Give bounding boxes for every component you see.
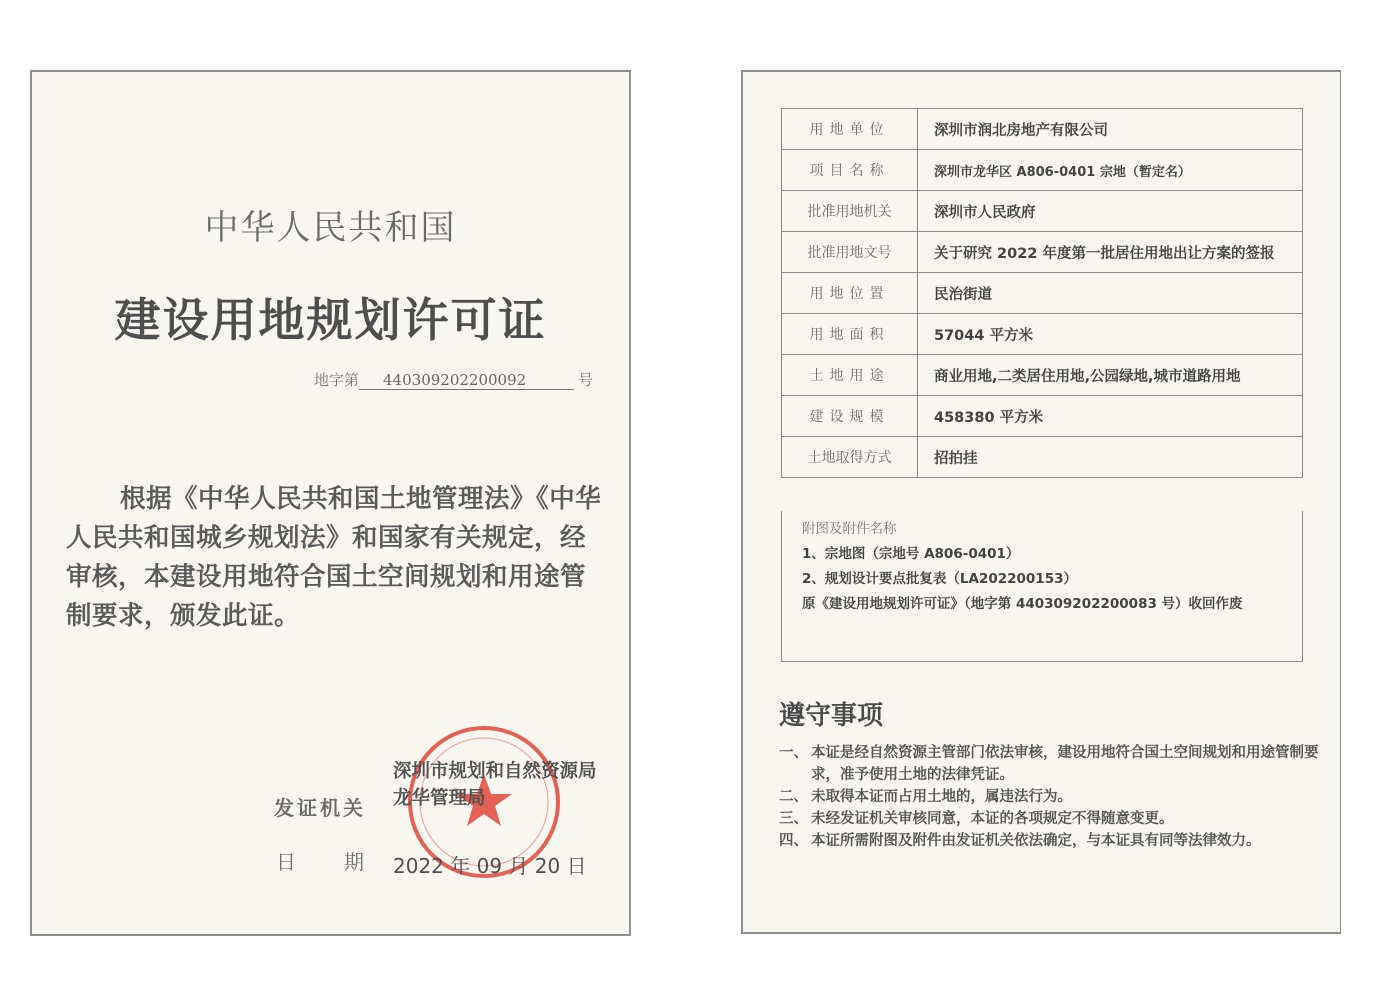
row-label: 土地用途: [782, 355, 918, 396]
note-item: 一、 本证是经自然资源主管部门依法审核，建设用地符合国土空间规划和用途管制要求，准予使用土地的法律凭证。: [779, 745, 1319, 783]
row-value: 招拍挂: [918, 437, 1303, 478]
row-label: 建设规模: [782, 396, 918, 437]
attachment-item: 2、规划设计要点批复表（LA202200153）: [802, 571, 1077, 587]
certificate-title: 建设用地规划许可证: [114, 293, 547, 347]
row-value: 深圳市人民政府: [918, 191, 1303, 232]
table-row: [782, 232, 1303, 273]
attachment-item: 原《建设用地规划许可证》（地字第 440309202200083 号）收回作废: [802, 596, 1243, 612]
row-label: 用地位置: [782, 273, 918, 314]
row-label: 用地面积: [782, 314, 918, 355]
certificate-front-page: [30, 70, 631, 936]
table-row: [782, 314, 1303, 355]
table-row: [782, 150, 1303, 191]
certificate-details-page: [741, 70, 1341, 934]
serial-number: 440309202200092: [359, 371, 574, 390]
attachments-section: [781, 511, 1303, 662]
row-label: 批准用地机关: [782, 191, 918, 232]
row-value: 商业用地,二类居住用地,公园绿地,城市道路用地: [918, 355, 1303, 396]
row-value: 57044 平方米: [918, 314, 1303, 355]
serial-suffix: 号: [578, 371, 594, 389]
row-value: 深圳市龙华区 A806-0401 宗地（暂定名）: [918, 150, 1303, 191]
issuer-label: 发证机关: [274, 796, 366, 820]
row-label: 土地取得方式: [782, 437, 918, 478]
attachments-title: 附图及附件名称: [802, 521, 897, 537]
notes-list: [779, 742, 1319, 852]
date-label: 日 期: [276, 850, 364, 874]
table-row: [782, 191, 1303, 232]
row-value: 关于研究 2022 年度第一批居住用地出让方案的签报: [918, 232, 1303, 273]
note-item: 三、 未经发证机关审核同意，本证的各项规定不得随意变更。: [779, 811, 1174, 827]
note-item: 四、 本证所需附图及附件由发证机关依法确定，与本证具有同等法律效力。: [779, 833, 1261, 849]
row-label: 批准用地文号: [782, 232, 918, 273]
table-row: [782, 273, 1303, 314]
certificate-body-text: 根据《中华人民共和国土地管理法》《中华人民共和国城乡规划法》和国家有关规定，经审核，本建设用地符合国土空间规划和用途管制要求，颁发此证。: [66, 484, 602, 631]
land-info-table: [781, 108, 1303, 478]
serial-number-line: [314, 369, 593, 390]
table-row: [782, 355, 1303, 396]
table-row: [782, 396, 1303, 437]
issuer-name: [393, 758, 597, 812]
issue-date: 2022 年 09 月 20 日: [393, 854, 587, 878]
row-value: 深圳市润北房地产有限公司: [918, 109, 1303, 150]
row-value: 458380 平方米: [918, 396, 1303, 437]
issuer-line-1: 深圳市规划和自然资源局: [393, 761, 597, 782]
table-row: [782, 109, 1303, 150]
row-label: 项目名称: [782, 150, 918, 191]
serial-prefix: 地字第: [314, 371, 360, 389]
row-label: 用地单位: [782, 109, 918, 150]
row-value: 民治街道: [918, 273, 1303, 314]
notes-title: 遵守事项: [779, 701, 884, 731]
table-row: [782, 437, 1303, 478]
attachment-item: 1、宗地图（宗地号 A806-0401）: [802, 546, 1020, 562]
country-name: 中华人民共和国: [204, 208, 457, 248]
note-item: 二、 未取得本证而占用土地的，属违法行为。: [779, 789, 1072, 805]
issuer-line-2: 龙华管理局: [393, 788, 486, 809]
